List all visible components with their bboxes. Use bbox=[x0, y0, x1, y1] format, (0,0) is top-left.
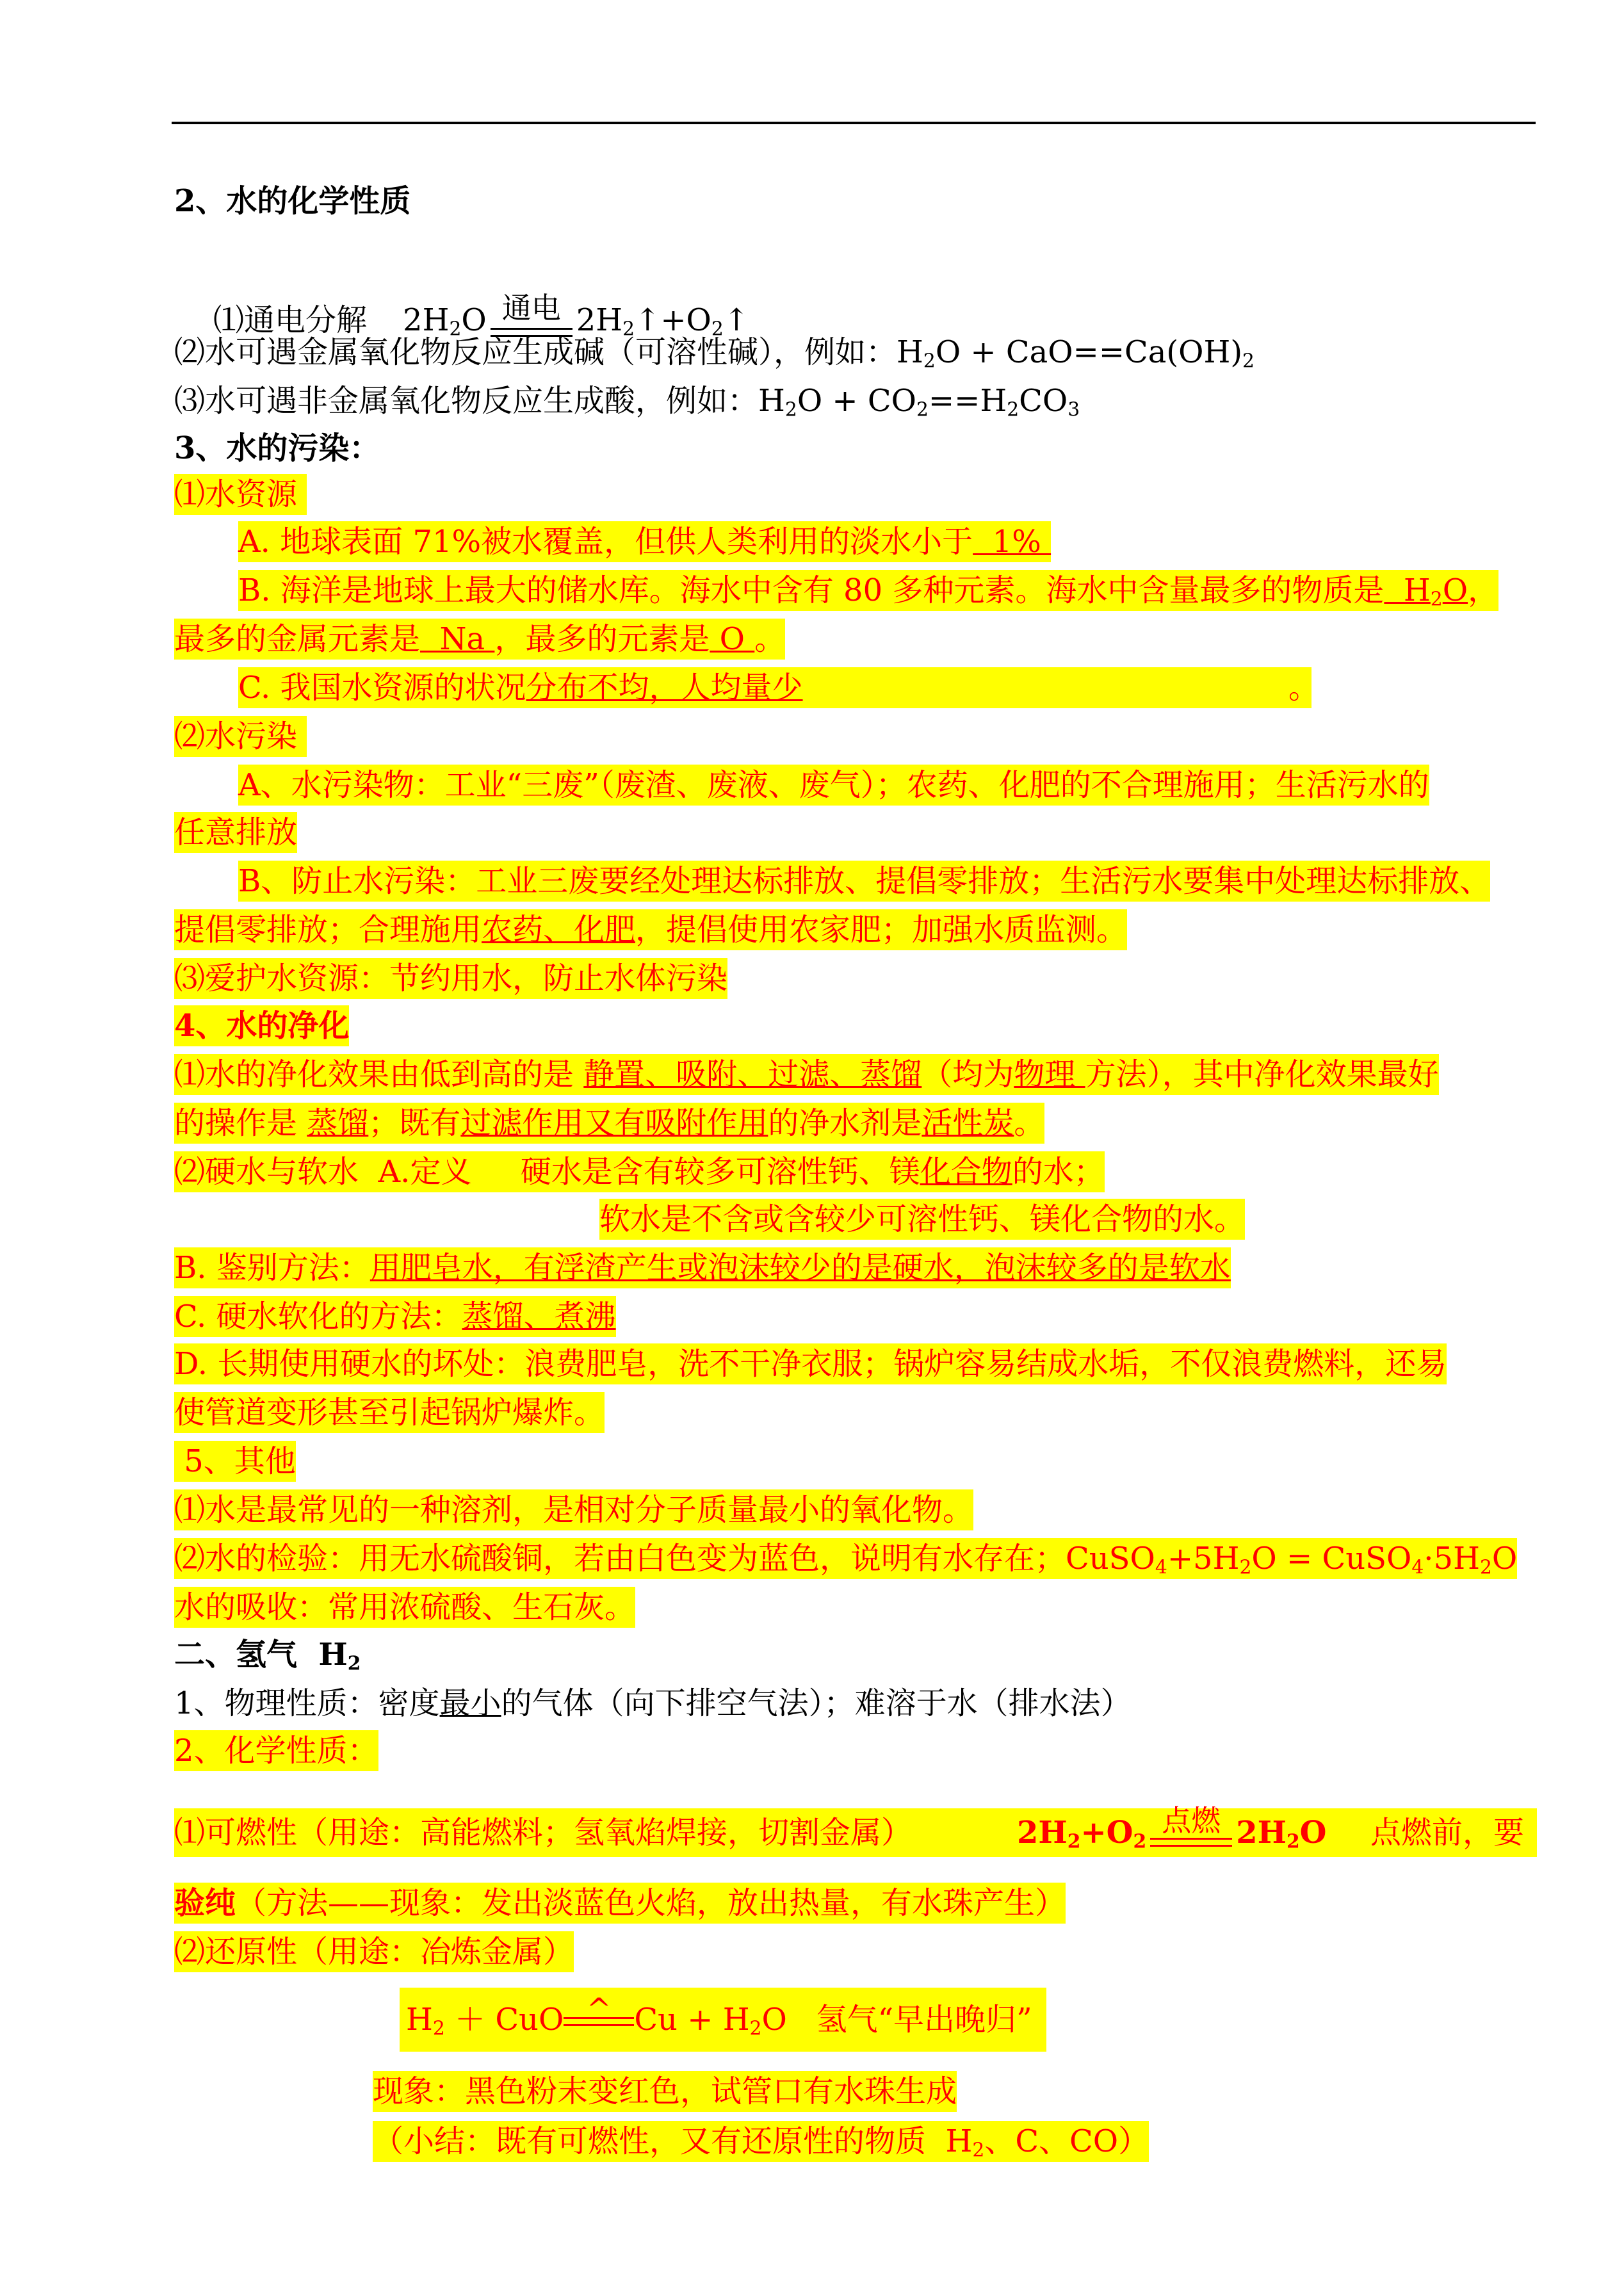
blank-answer: 分布不均，人均量少 bbox=[526, 670, 803, 706]
solvent-line: ⑴水是最常见的一种溶剂，是相对分子质量最小的氧化物。 bbox=[174, 1489, 973, 1530]
nonmetal-oxide-line: ⑶水可遇非金属氧化物反应生成酸，例如：$H_2O + CO_2==H_2CO_3$ bbox=[174, 383, 1080, 421]
prevention-line: B、防止水污染：工业三废要经处理达标排放、提倡零排放；生活污水要集中处理达标排放、 bbox=[238, 861, 1490, 902]
hydrogen-chem-title: 2、化学性质： bbox=[174, 1730, 378, 1771]
section-title-purify: 4、水的净化 bbox=[174, 1005, 349, 1046]
electrolysis-label: ⑴通电分解 bbox=[213, 302, 368, 338]
header-rule bbox=[172, 122, 1536, 124]
blank-answer: 1% bbox=[973, 524, 1052, 560]
blank-answer: O bbox=[710, 621, 755, 657]
section-title-other: 5、其他 bbox=[174, 1441, 296, 1482]
reaction-condition: 通电 bbox=[491, 321, 572, 330]
resource-a: A. 地球表面 71%被水覆盖，但供人类利用的淡水小于 1% bbox=[238, 521, 1051, 562]
reaction-condition: 点燃 bbox=[1150, 1834, 1232, 1843]
purify-line-2: 的操作是 蒸馏；既有过滤作用又有吸附作用的净水剂是活性炭。 bbox=[174, 1103, 1044, 1144]
prevention-line-cont: 提倡零排放；合理施用农药、化肥，提倡使用农家肥；加强水质监测。 bbox=[174, 909, 1127, 950]
water-pollution-heading: ⑵水污染 bbox=[174, 716, 307, 757]
water-absorb-line: 水的吸收：常用浓硫酸、生石灰。 bbox=[174, 1587, 635, 1628]
summary-line: （小结：既有可燃性，又有还原性的物质 $H_2$、C、CO） bbox=[373, 2121, 1149, 2162]
purify-line-1: ⑴水的净化效果由低到高的是 静置、吸附、过滤、蒸馏（均为物理 方法），其中净化效果最好 bbox=[174, 1054, 1439, 1095]
reduction-phenomenon: 现象：黑色粉末变红色，试管口有水珠生成 bbox=[373, 2071, 957, 2112]
blank-answer: $H_2O$ bbox=[1384, 572, 1468, 611]
hard-water-harm-cont: 使管道变形甚至引起锅炉爆炸。 bbox=[174, 1392, 605, 1433]
purity-check-line: 验纯（方法——现象：发出淡蓝色火焰，放出热量，有水珠产生） bbox=[174, 1883, 1066, 1924]
pollutants-line: A、水污染物：工业“三废”（废渣、废液、废气）；农药、化肥的不合理施用；生活污水的 bbox=[238, 765, 1429, 806]
combustion-equation: $2H_2+O_2$ 点燃 $2H_2O$ bbox=[1017, 1803, 1327, 1853]
hydrogen-physical: 1、物理性质：密度最小的气体（向下排空气法）；难溶于水（排水法） bbox=[174, 1685, 1132, 1721]
resource-b-cont: 最多的金属元素是 Na ，最多的元素是 O 。 bbox=[174, 619, 785, 660]
identify-method: B. 鉴别方法：用肥皂水，有浮渣产生或泡沫较少的是硬水，泡沫较多的是软水 bbox=[174, 1247, 1231, 1288]
hard-water-def: ⑵硬水与软水 A.定义 硬水是含有较多可溶性钙、镁化合物的水； bbox=[174, 1151, 1105, 1192]
soft-water-def: 软水是不含或含较少可溶性钙、镁化合物的水。 bbox=[599, 1199, 1245, 1240]
combustion-line: ⑴可燃性（用途：高能燃料；氢氧焰焊接，切割金属） $2H_2+O_2$ 点燃 $2H_2O$ 点燃前，要 bbox=[174, 1808, 1537, 1857]
reducibility-line: ⑵还原性（用途：冶炼金属） bbox=[174, 1931, 574, 1972]
water-resource-heading: ⑴水资源 bbox=[174, 474, 307, 515]
section-title-pollution: 3、水的污染： bbox=[174, 430, 380, 466]
section-title-water-chem: 2、水的化学性质 bbox=[174, 183, 411, 219]
resource-c: C. 我国水资源的状况分布不均，人均量少 。 bbox=[238, 667, 1311, 708]
resource-b: B. 海洋是地球上最大的储水库。海水中含有 80 多种元素。海水中含量最多的物质是 $H_2O$， bbox=[238, 570, 1498, 611]
metal-oxide-line: ⑵水可遇金属氧化物反应生成碱（可溶性碱），例如：$H_2O + CaO==Ca(OH)_2$ bbox=[174, 334, 1255, 373]
hydrogen-title: 二、氢气 $H_2$ bbox=[174, 1637, 361, 1675]
electrolysis-line: ⑴通电分解 $2H_2O$ 通电 $2H_2↑+O_2↑$ bbox=[213, 291, 750, 341]
hard-water-harm: D. 长期使用硬水的坏处：浪费肥皂，洗不干净衣服；锅炉容易结成水垢，不仅浪费燃料，还易 bbox=[174, 1343, 1447, 1384]
pollutants-line-cont: 任意排放 bbox=[174, 812, 297, 853]
water-test-line: ⑵水的检验：用无水硫酸铜，若由白色变为蓝色，说明有水存在；$CuSO_4+5H_2O$ = $CuSO_4\cdot 5H_2O$ bbox=[174, 1538, 1517, 1579]
blank-answer: Na bbox=[420, 621, 495, 657]
heating-condition: ^ bbox=[564, 2021, 634, 2030]
protect-water-line: ⑶爱护水资源：节约用水，防止水体污染 bbox=[174, 958, 727, 999]
softening-method: C. 硬水软化的方法：蒸馏、煮沸 bbox=[174, 1296, 616, 1337]
reduction-equation: $H_2$ ＋ CuO ^ $Cu + H_2O$ 氢气“早出晚归” bbox=[400, 1988, 1046, 2052]
